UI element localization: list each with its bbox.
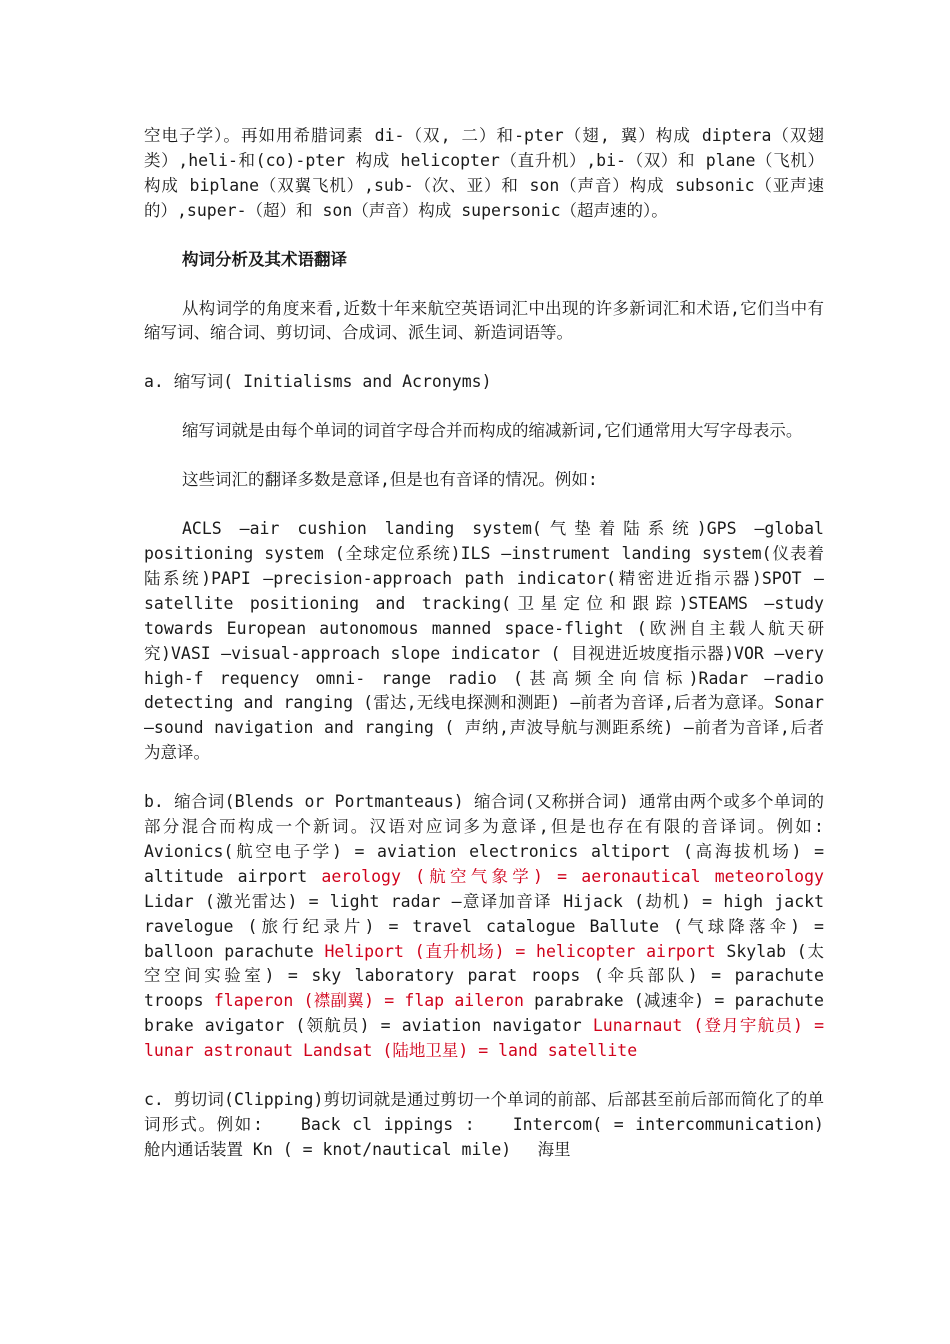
intro-paragraph: 空电子学）。再如用希腊词素 di-（双, 二）和-pter（翅, 翼）构成 diptera（双翅类）,heli-和(co)-pter 构成 helicopter（直升机）,bi-（双）和 plane（飞机）构成 biplane（双翼飞机）,sub-（次、亚）和 son（声音）构成 subsonic（亚声速的）,super-（超）和 son（声音）构成 supersonic（超声速的）。 [144, 126, 824, 220]
section-c-paragraph: c. 剪切词(Clipping)剪切词就是通过剪切一个单词的前部、后部甚至前后部而简化了的单词形式。例如: Back cl ippings : Intercom( = intercommunication) 舱内通话装置 Kn ( = knot/nautical mile) 海里 [144, 1090, 851, 1159]
section-heading: 构词分析及其术语翻译 [182, 249, 347, 269]
section-b-text-2: Lidar (激光雷达) = light radar —意译加音译 Hijack (劫机) = high jackt ravelogue (旅行纪录片) = travel catalogue Ballute (气球降落伞) = balloon parachute [144, 891, 824, 961]
document-page [144, 124, 867, 1163]
highlight-heliport: Heliport (直升机场) = helicopter airport [324, 941, 716, 961]
section-b-text-4: parabrake (减速伞) = parachute brake avigator (领航员) = aviation navigator [144, 991, 824, 1036]
section-a-examples: ACLS —air cushion landing system(气垫着陆系统)GPS —global positioning system (全球定位系统)ILS —instrument landing system(仪表着陆系统)PAPI —precision-approach path indicator(精密进近指示器)SPOT —satellite positioning and tracking(卫星定位和跟踪)STEAMS —study towards European autonomous manned space-flight (欧洲自主载人航天研究)VASI —visual-approach slope indicator ( 目视进近坡度指示器)VOR —very high-f requency omni- range radio (甚高频全向信标)Radar —radio detecting and ranging (雷达,无线电探测和测距) —前者为音译,后者为意译。Sonar —sound navigation and ranging ( 声纳,声波导航与测距系统) —前者为音译,后者为意译。 [144, 519, 824, 763]
highlight-lunarnaut: Lunarnaut (登月宇航员) = lunar astronaut Landsat (陆地卫星) = land satellite [144, 1016, 825, 1061]
morphology-paragraph: 从构词学的角度来看,近数十年来航空英语词汇中出现的许多新词汇和术语,它们当中有缩写词、缩合词、剪切词、合成词、派生词、新造词语等。 [144, 298, 824, 343]
highlight-aerology: aerology (航空气象学) = aeronautical meteorology [321, 866, 824, 886]
section-a-title: a. 缩写词( Initialisms and Acronyms) [144, 372, 492, 392]
section-b-text-3: Skylab (太空空间实验室) = sky laboratory parat roops (伞兵部队) = parachute troops [144, 941, 825, 1011]
section-a-translation-note: 这些词汇的翻译多数是意译,但是也有音译的情况。例如: [182, 470, 598, 490]
section-b-text-1: b. 缩合词(Blends or Portmanteaus) 缩合词(又称拼合词) 通常由两个或多个单词的部分混合而构成一个新词。汉语对应词多为意译,但是也存在有限的音译词。例如: Avionics(航空电子学) = aviation electronics altiport (高海拔机场) = altitude airport [144, 792, 867, 886]
section-b-paragraph [144, 790, 867, 1064]
section-a-definition: 缩写词就是由每个单词的词首字母合并而构成的缩减新词,它们通常用大写字母表示。 [182, 421, 803, 441]
highlight-flaperon: flaperon (襟副翼) = flap aileron [213, 991, 524, 1011]
